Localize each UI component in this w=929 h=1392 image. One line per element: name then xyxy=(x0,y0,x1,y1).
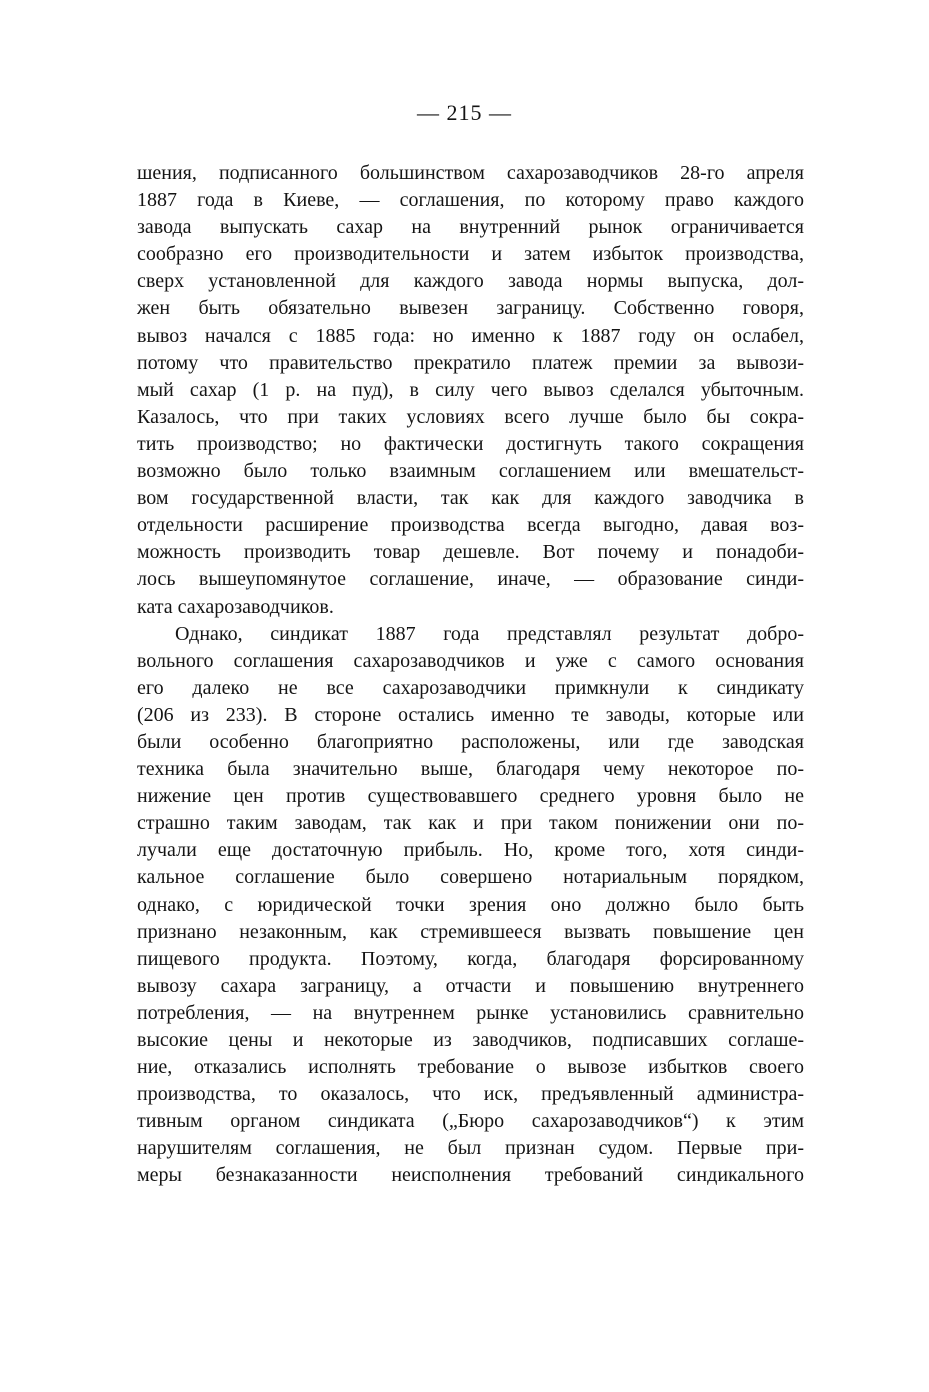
text-line: можность производить товар дешевле. Вот почему и понадоби- xyxy=(137,541,804,564)
text-line: меры безнаказанности неисполнения требований синдикального xyxy=(137,1164,804,1187)
text-line: однако, с юридической точки зрения оно должно было быть xyxy=(137,893,804,916)
text-line: ние, отказались исполнять требование о вывозе избытков своего xyxy=(137,1056,804,1079)
text-line: Однако, синдикат 1887 года представлял результат добро- xyxy=(175,622,804,645)
text-line: производства, то оказалось, что иск, предъявленный администра- xyxy=(137,1083,804,1106)
text-line: завода выпускать сахар на внутренний рынок ограничивается xyxy=(137,216,804,239)
text-line: вывоз начался с 1885 года: но именно к 1887 году он ослабел, xyxy=(137,324,804,347)
text-line: мый сахар (1 р. на пуд), в силу чего вывоз сделался убыточным. xyxy=(137,378,804,401)
text-line: высокие цены и некоторые из заводчиков, подписавших соглаше- xyxy=(137,1029,804,1051)
text-line: ката сахарозаводчиков. xyxy=(137,595,334,618)
text-line: нижение цен против существовавшего среднего уровня было не xyxy=(137,785,804,808)
text-line: потребления, — на внутреннем рынке установились сравнительно xyxy=(137,1001,804,1024)
text-line: (206 из 233). В стороне остались именно те заводы, которые или xyxy=(137,703,804,726)
text-line: тивным органом синдиката („Бюро сахарозаводчиков“) к этим xyxy=(137,1110,804,1133)
body-text xyxy=(137,160,804,1190)
text-line: возможно было только взаимным соглашением или вмешательст- xyxy=(137,460,804,483)
paragraph xyxy=(137,621,804,1190)
text-line: жен быть обязательно вывезен заграницу. Собственно говоря, xyxy=(137,297,804,320)
text-line: лучали еще достаточную прибыль. Но, кроме того, хотя синди- xyxy=(137,839,804,862)
text-line: кальное соглашение было совершено нотариальным порядком, xyxy=(137,866,804,889)
text-line: Казалось, что при таких условиях всего лучше было бы сокра- xyxy=(137,405,804,428)
text-line: нарушителям соглашения, не был признан судом. Первые при- xyxy=(137,1137,804,1160)
text-line: тить производство; но фактически достигнуть такого сокращения xyxy=(137,432,804,455)
text-line: сверх установленной для каждого завода нормы выпуска, дол- xyxy=(137,270,804,293)
text-line: признано незаконным, как стремившееся вызвать повышение цен xyxy=(137,920,804,943)
text-line: 1887 года в Киеве, — соглашения, по которому право каждого xyxy=(137,189,804,212)
text-line: пищевого продукта. Поэтому, когда, благодаря форсированному xyxy=(137,947,804,970)
text-line: вом государственной власти, так как для каждого заводчика в xyxy=(137,487,804,510)
paragraph xyxy=(137,160,804,621)
text-line: сообразно его производительности и затем избыток производства, xyxy=(137,243,804,266)
text-line: шения, подписанного большинством сахарозаводчиков 28-го апреля xyxy=(137,162,804,184)
text-line: его далеко не все сахарозаводчики примкнули к синдикату xyxy=(137,676,804,699)
text-line: потому что правительство прекратило платеж премии за вывози- xyxy=(137,351,804,374)
text-line: были особенно благоприятно расположены, или где заводская xyxy=(137,730,804,753)
text-line: отдельности расширение производства всегда выгодно, давая воз- xyxy=(137,514,804,537)
text-line: лось вышеупомянутое соглашение, иначе, — образование синди- xyxy=(137,568,804,591)
page-number: — 215 — xyxy=(417,100,512,125)
text-line: вольного соглашения сахарозаводчиков и уже с самого основания xyxy=(137,649,804,672)
text-line: техника была значительно выше, благодаря чему некоторое по- xyxy=(137,758,804,781)
text-line: страшно таким заводам, так как и при таком понижении они по- xyxy=(137,812,804,835)
text-line: вывозу сахара заграницу, а отчасти и повышению внутреннего xyxy=(137,974,804,997)
